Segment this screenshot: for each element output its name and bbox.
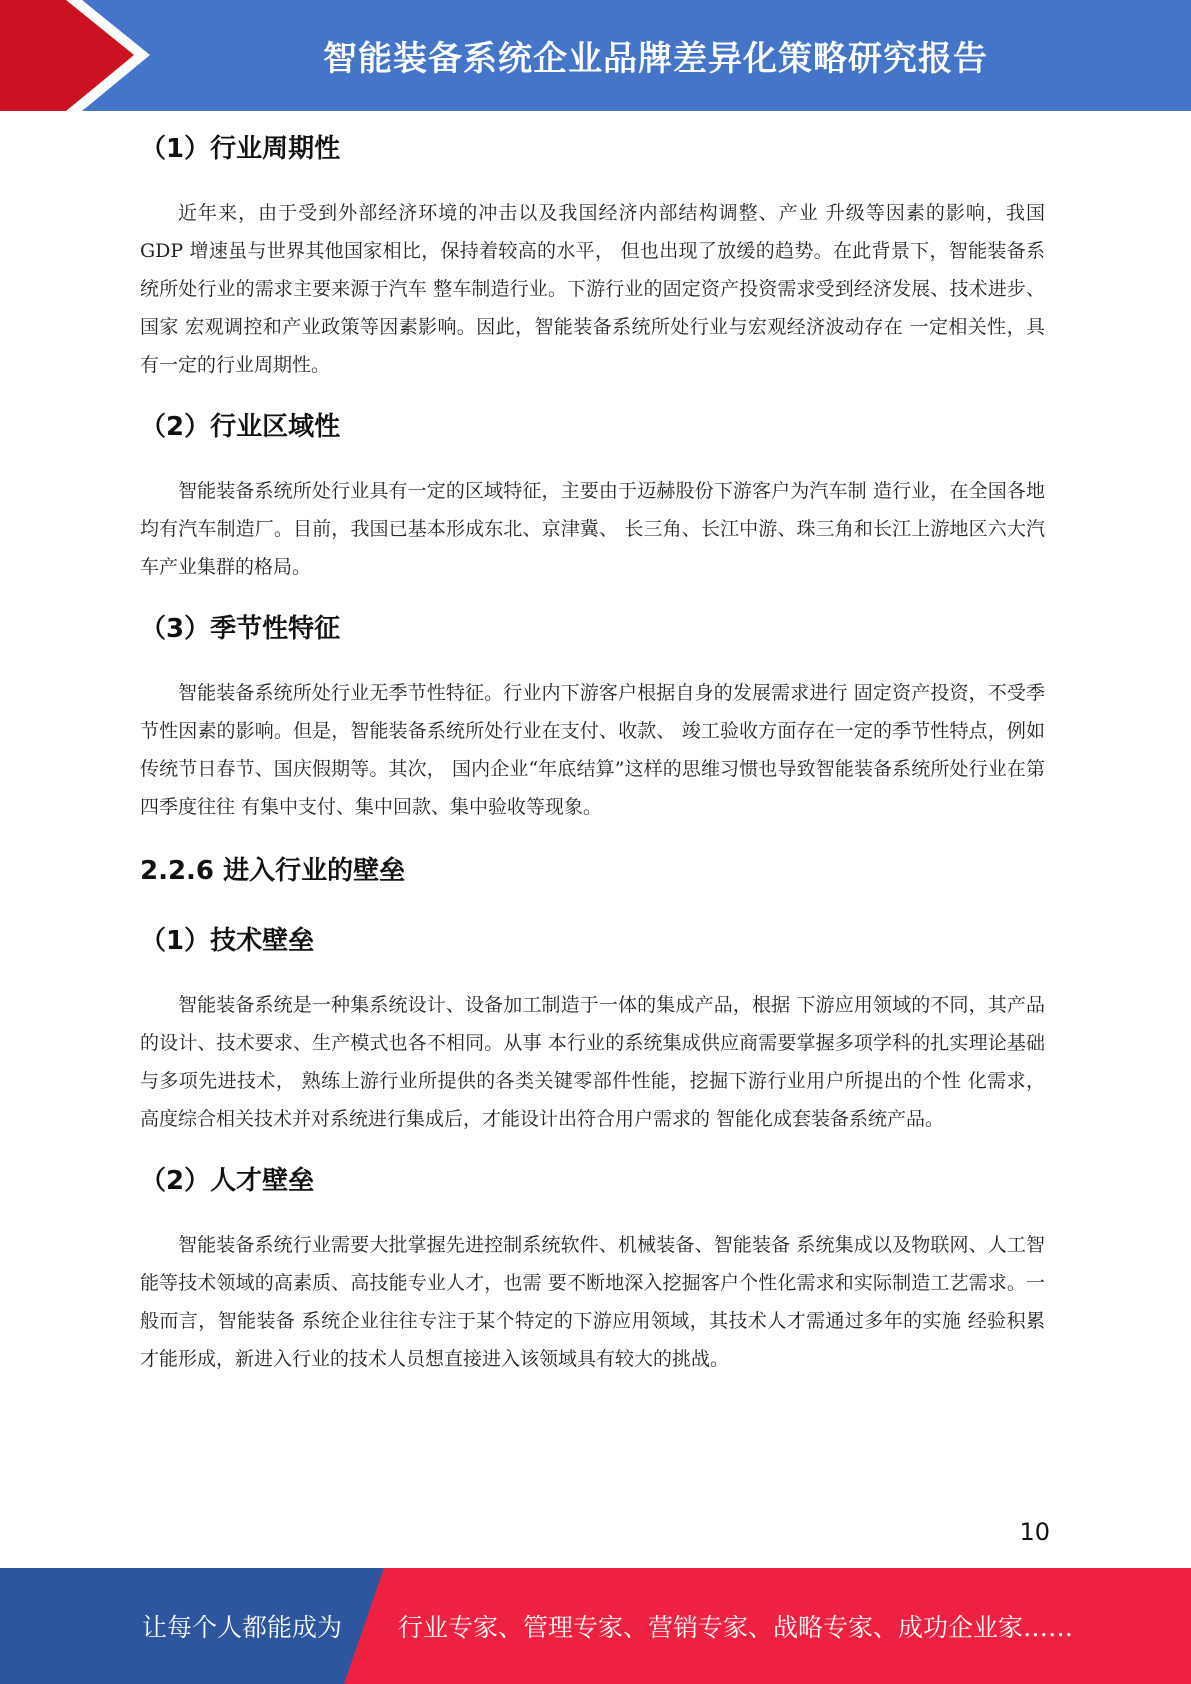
main-content xyxy=(140,126,1045,1378)
paragraph-seasonality: 智能装备系统所处行业无季节性特征。行业内下游客户根据自身的发展需求进行 固定资产投资，不受季节性因素的影响。但是，智能装备系统所处行业在支付、收款、 竣工验收方面存在一定的季节性特点，例如传统节日春节、国庆假期等。其次， 国内企业“年底结算”这样的思维习惯也导致智能装备系统所处行业在第四季度往往 有集中支付、集中回款、集中验收等现象。 xyxy=(140,682,1045,818)
header-chevron-icon xyxy=(0,0,160,111)
section-heading-technical-barrier: （1）技术壁垒 xyxy=(140,926,315,956)
section-heading-regionality: （2）行业区域性 xyxy=(140,412,341,442)
paragraph-talent-barrier: 智能装备系统行业需要大批掌握先进控制系统软件、机械装备、智能装备 系统集成以及物联网、人工智能等技术领域的高素质、高技能专业人才，也需 要不断地深入挖掘客户个性化需求和实际制造工艺需求。一般而言，智能装备 系统企业往往专注于某个特定的下游应用领域，其技术人才需通过多年的实施 经验积累才能形成，新进入行业的技术人员想直接进入该领域具有较大的挑战。 xyxy=(140,1234,1045,1370)
footer-slogan-right: 行业专家、管理专家、营销专家、战略专家、成功企业家…… xyxy=(398,1613,1074,1642)
paragraph-cyclicality: 近年来，由于受到外部经济环境的冲击以及我国经济内部结构调整、产业 升级等因素的影响，我国 GDP 增速虽与世界其他国家相比，保持着较高的水平， 但也出现了放缓的趋势。在此背景下，智能装备系统所处行业的需求主要来源于汽车 整车制造行业。下游行业的固定资产投资需求受到经济发展、技术进步、国家 宏观调控和产业政策等因素影响。因此，智能装备系统所处行业与宏观经济波动存在 一定相关性，具有一定的行业周期性。 xyxy=(140,202,1045,376)
footer-banner xyxy=(0,1568,1191,1684)
footer-slogan-left: 让每个人都能成为 xyxy=(142,1613,343,1642)
page-number: 10 xyxy=(1019,1518,1050,1546)
report-title: 智能装备系统企业品牌差异化策略研究报告 xyxy=(323,39,988,79)
section-heading-seasonality: （3）季节性特征 xyxy=(140,614,341,644)
paragraph-technical-barrier: 智能装备系统是一种集系统设计、设备加工制造于一体的集成产品，根据 下游应用领域的不同，其产品的设计、技术要求、生产模式也各不相同。从事 本行业的系统集成供应商需要掌握多项学科的扎实理论基础与多项先进技术， 熟练上游行业所提供的各类关键零部件性能，挖掘下游行业用户所提出的个性 化需求，高度综合相关技术并对系统进行集成后，才能设计出符合用户需求的 智能化成套装备系统产品。 xyxy=(140,994,1045,1130)
header-bar xyxy=(0,0,1191,111)
section-heading-entry-barriers: 2.2.6 进入行业的壁垒 xyxy=(140,856,406,886)
paragraph-regionality: 智能装备系统所处行业具有一定的区域特征，主要由于迈赫股份下游客户为汽车制 造行业，在全国各地均有汽车制造厂。目前，我国已基本形成东北、京津冀、 长三角、长江中游、珠三角和长江上游地区六大汽车产业集群的格局。 xyxy=(140,480,1045,578)
section-heading-cyclicality: （1）行业周期性 xyxy=(140,134,341,164)
section-heading-talent-barrier: （2）人才壁垒 xyxy=(140,1166,315,1196)
